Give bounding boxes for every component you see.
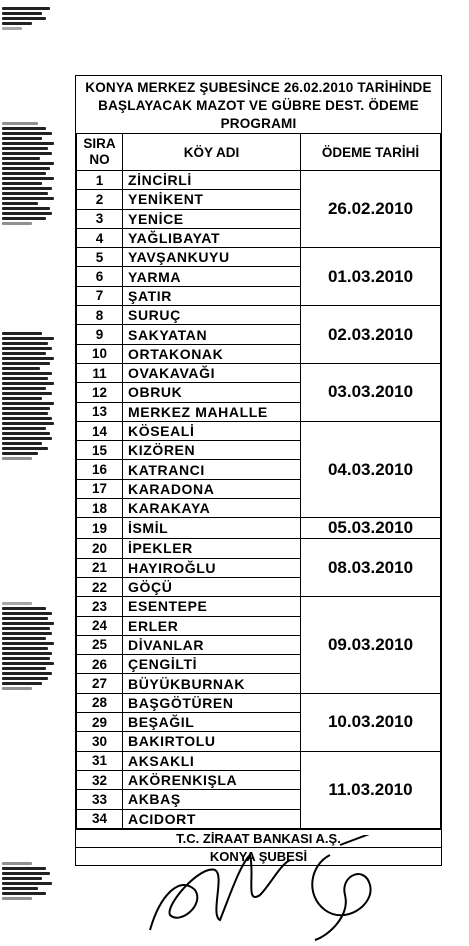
table-row [77, 518, 441, 539]
row-number: 28 [77, 693, 123, 712]
village-name: ÇENGİLTİ [123, 655, 301, 674]
row-number: 14 [77, 421, 123, 440]
village-name: MERKEZ MAHALLE [123, 402, 301, 421]
village-name: DİVANLAR [123, 635, 301, 654]
village-name: BEŞAĞIL [123, 713, 301, 732]
row-number: 12 [77, 383, 123, 402]
village-name: BAKIRTOLU [123, 732, 301, 751]
village-name: ŞATIR [123, 286, 301, 305]
village-name: SURUÇ [123, 306, 301, 325]
payment-date: 01.03.2010 [301, 248, 441, 306]
row-number: 1 [77, 171, 123, 190]
redacted-margin-footer [2, 860, 62, 902]
row-number: 29 [77, 713, 123, 732]
village-name: İSMİL [123, 518, 301, 539]
row-number: 34 [77, 809, 123, 828]
village-name: ORTAKONAK [123, 344, 301, 363]
payment-date: 05.03.2010 [301, 518, 441, 539]
table-row [77, 597, 441, 616]
row-number: 4 [77, 228, 123, 247]
payment-date: 26.02.2010 [301, 171, 441, 248]
row-number: 32 [77, 770, 123, 789]
no-label: NO [89, 152, 110, 167]
row-number: 25 [77, 635, 123, 654]
village-name: KÖSEALİ [123, 421, 301, 440]
column-header-odeme-tarihi: ÖDEME TARİHİ [301, 134, 441, 171]
payment-schedule-document [75, 75, 442, 866]
column-header-sira-no [77, 134, 123, 171]
row-number: 18 [77, 499, 123, 518]
village-name: ESENTEPE [123, 597, 301, 616]
table-row [77, 539, 441, 558]
title-line-3: PROGRAMI [220, 116, 297, 131]
redacted-margin-middle [2, 120, 62, 227]
row-number: 30 [77, 732, 123, 751]
village-name: OVAKAVAĞI [123, 363, 301, 382]
redacted-margin-bottom [2, 600, 62, 692]
village-name: AKÖRENKIŞLA [123, 770, 301, 789]
payment-date: 09.03.2010 [301, 597, 441, 693]
village-name: SAKYATAN [123, 325, 301, 344]
row-number: 2 [77, 190, 123, 209]
row-number: 26 [77, 655, 123, 674]
row-number: 22 [77, 577, 123, 596]
row-number: 3 [77, 209, 123, 228]
row-number: 7 [77, 286, 123, 305]
table-row [77, 171, 441, 190]
row-number: 23 [77, 597, 123, 616]
payment-date: 10.03.2010 [301, 693, 441, 751]
village-name: OBRUK [123, 383, 301, 402]
row-number: 33 [77, 790, 123, 809]
village-name: AKBAŞ [123, 790, 301, 809]
title-line-2: BAŞLAYACAK MAZOT VE GÜBRE DEST. ÖDEME [98, 98, 419, 113]
signature-right [312, 835, 380, 940]
row-number: 15 [77, 441, 123, 460]
payment-date: 03.03.2010 [301, 363, 441, 421]
village-name: GÖÇÜ [123, 577, 301, 596]
village-name: ACIDORT [123, 809, 301, 828]
redacted-margin-lower [2, 330, 62, 462]
village-name: İPEKLER [123, 539, 301, 558]
table-row [77, 363, 441, 382]
row-number: 19 [77, 518, 123, 539]
payment-date: 02.03.2010 [301, 306, 441, 364]
row-number: 24 [77, 616, 123, 635]
row-number: 16 [77, 460, 123, 479]
bank-name: T.C. ZİRAAT BANKASI A.Ş. [176, 830, 341, 846]
document-title [76, 76, 441, 133]
village-name: KIZÖREN [123, 441, 301, 460]
village-name: YAVŞANKUYU [123, 248, 301, 267]
village-name: ZİNCİRLİ [123, 171, 301, 190]
row-number: 9 [77, 325, 123, 344]
village-name: HAYIROĞLU [123, 558, 301, 577]
table-body [77, 171, 441, 829]
village-name: BAŞGÖTÜREN [123, 693, 301, 712]
sira-label: SIRA [83, 136, 116, 151]
table-header-row [77, 134, 441, 171]
payment-date: 11.03.2010 [301, 751, 441, 828]
row-number: 31 [77, 751, 123, 770]
village-name: AKSAKLI [123, 751, 301, 770]
payment-date: 08.03.2010 [301, 539, 441, 597]
handwritten-signatures [140, 835, 400, 945]
village-name: YENİKENT [123, 190, 301, 209]
village-name: KATRANCI [123, 460, 301, 479]
title-line-1: KONYA MERKEZ ŞUBESİNCE 26.02.2010 TARİHİNDE [85, 80, 432, 95]
row-number: 20 [77, 539, 123, 558]
row-number: 11 [77, 363, 123, 382]
row-number: 21 [77, 558, 123, 577]
row-number: 8 [77, 306, 123, 325]
village-name: KARADONA [123, 479, 301, 498]
payment-date: 04.03.2010 [301, 421, 441, 517]
table-row [77, 421, 441, 440]
table-row [77, 751, 441, 770]
schedule-table [76, 133, 441, 829]
village-name: YAĞLIBAYAT [123, 228, 301, 247]
row-number: 10 [77, 344, 123, 363]
column-header-koy-adi: KÖY ADI [123, 134, 301, 171]
village-name: YENİCE [123, 209, 301, 228]
village-name: BÜYÜKBURNAK [123, 674, 301, 693]
row-number: 6 [77, 267, 123, 286]
village-name: ERLER [123, 616, 301, 635]
table-row [77, 306, 441, 325]
row-number: 17 [77, 479, 123, 498]
branch-name: KONYA ŞUBESİ [76, 847, 441, 865]
redacted-margin-top [2, 5, 62, 32]
row-number: 13 [77, 402, 123, 421]
village-name: YARMA [123, 267, 301, 286]
village-name: KARAKAYA [123, 499, 301, 518]
row-number: 5 [77, 248, 123, 267]
table-row [77, 693, 441, 712]
signature-left [150, 855, 290, 930]
row-number: 27 [77, 674, 123, 693]
table-row [77, 248, 441, 267]
